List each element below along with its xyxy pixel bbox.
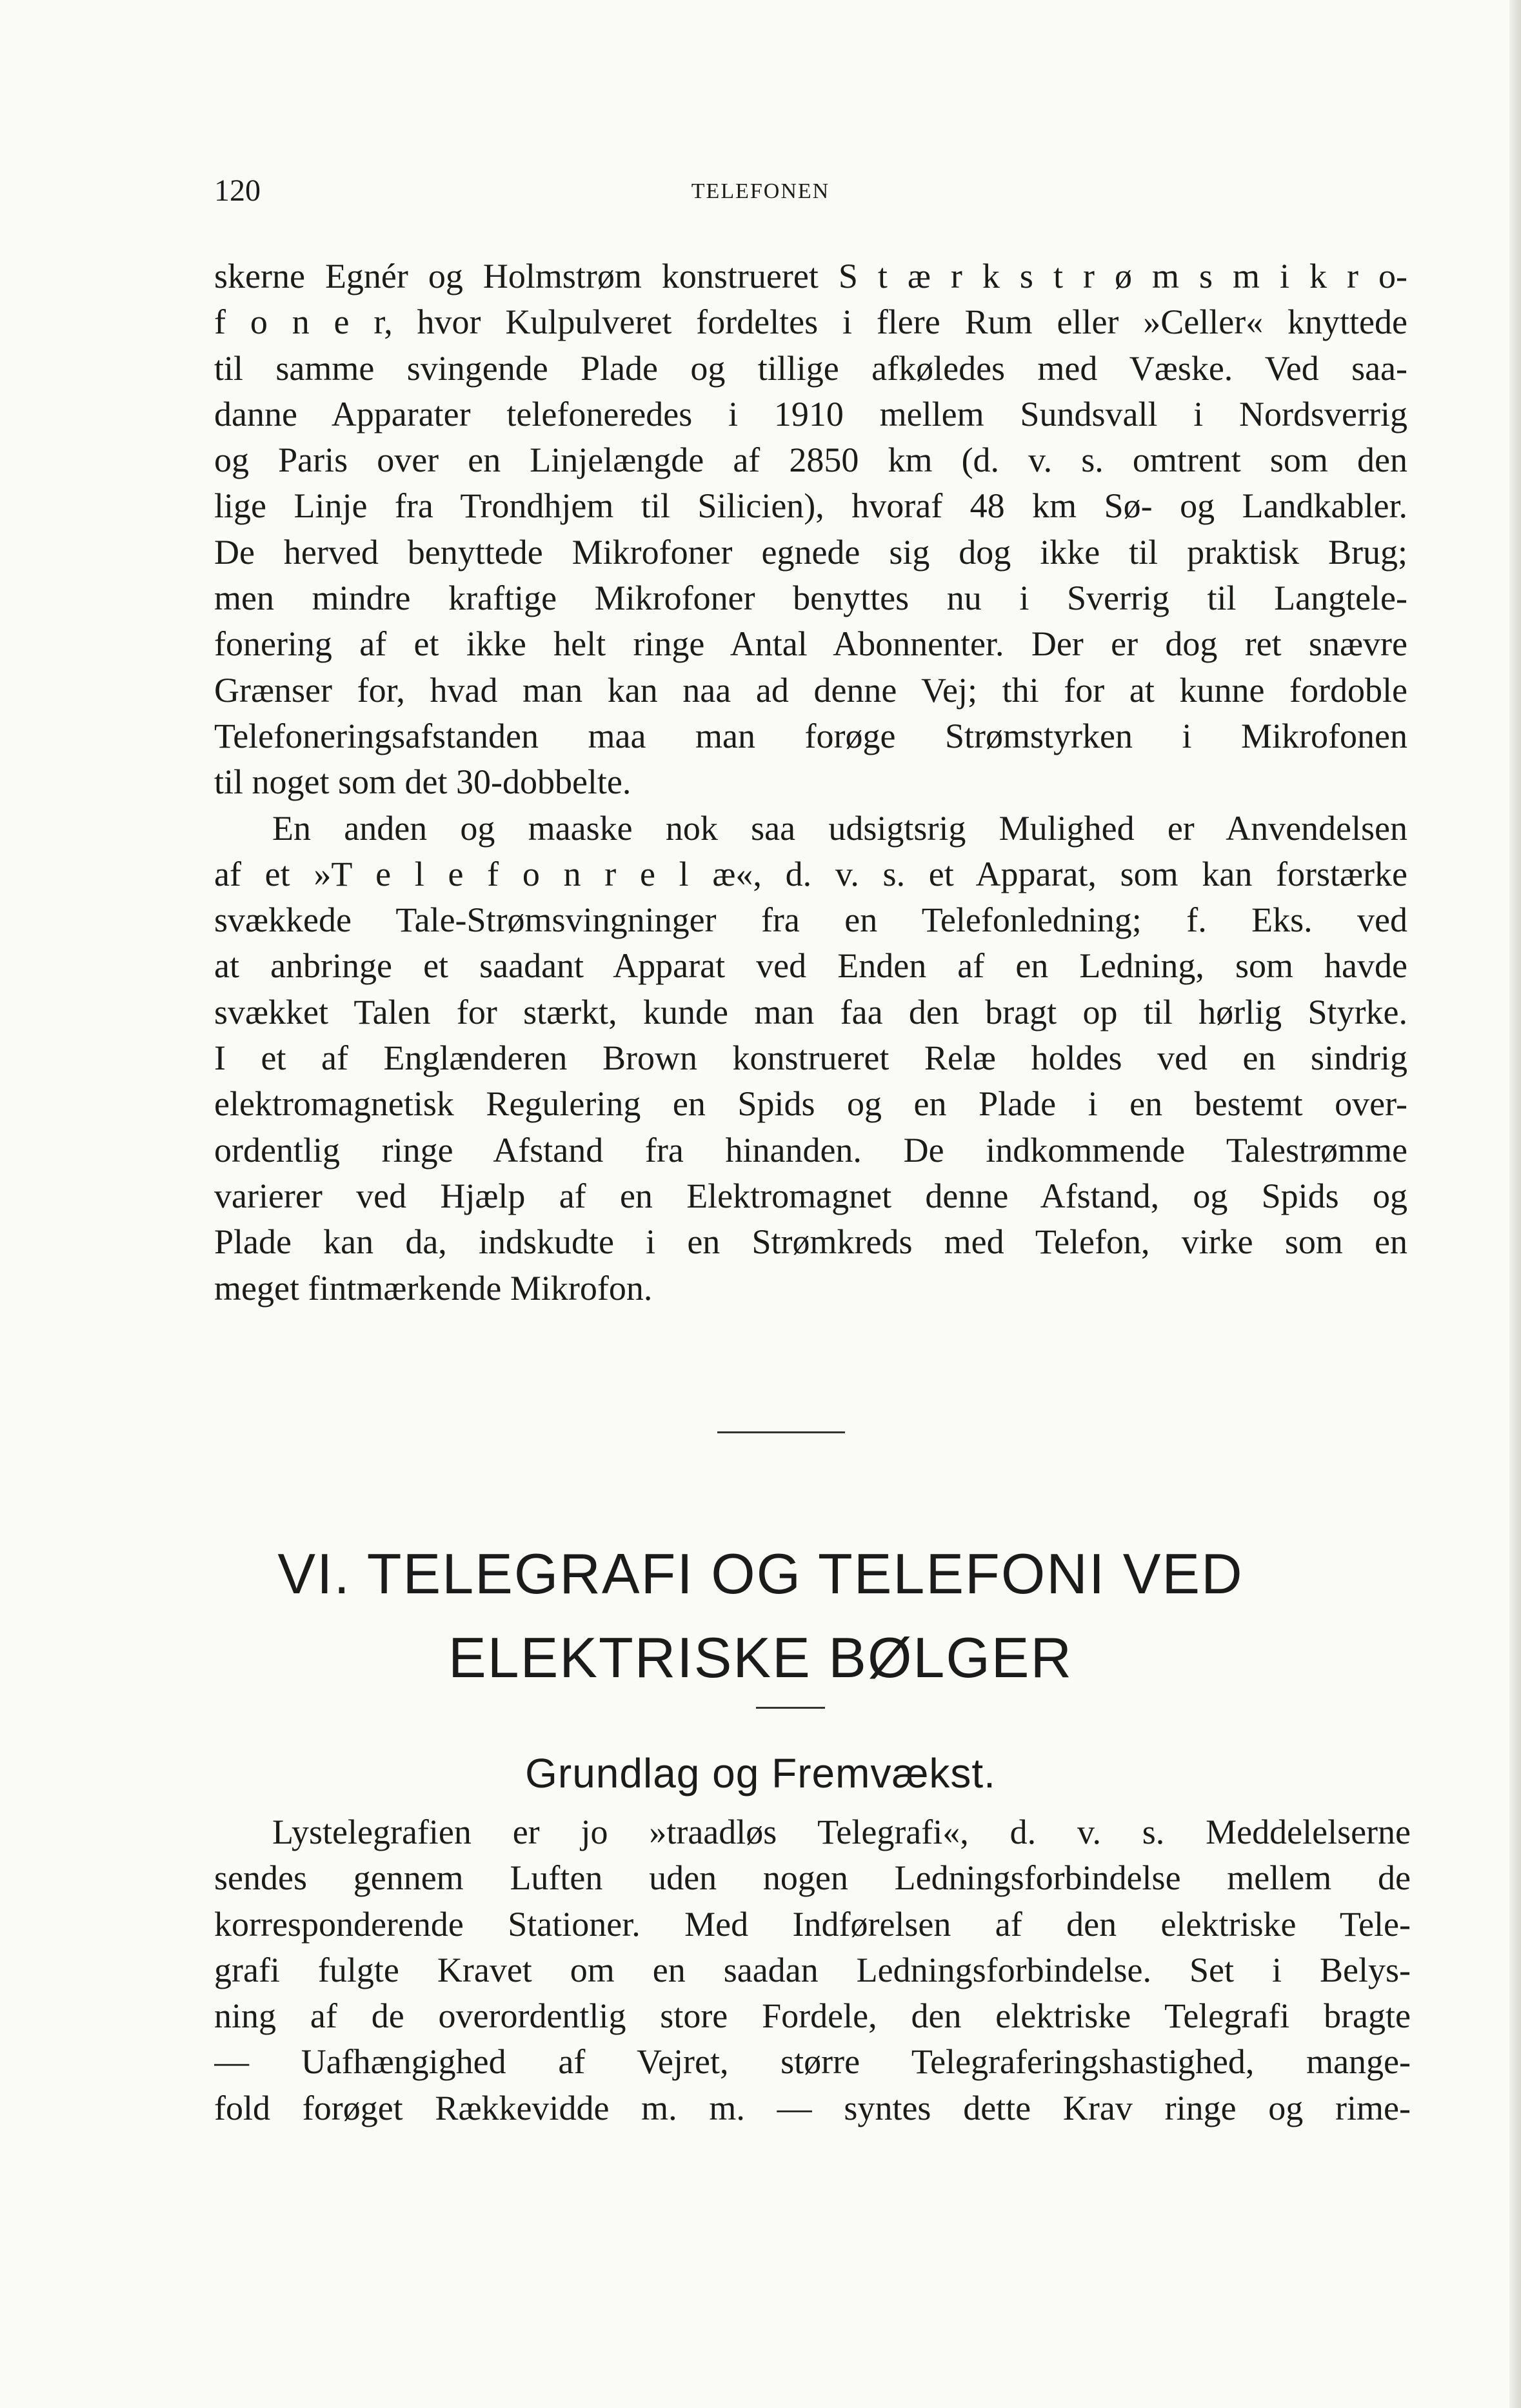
text-line: danne Apparater telefoneredes i 1910 mellem Sundsvall i Nordsverrig: [214, 394, 1407, 433]
text-line: Plade kan da, indskudte i en Strømkreds med Telefon, virke som en: [214, 1222, 1407, 1262]
text-line: fold forøget Rækkevidde m. m. — syntes dette Krav ringe og rime-: [214, 2088, 1411, 2127]
text-line: til noget som det 30-dobbelte.: [214, 762, 631, 802]
text-line: Grænser for, hvad man kan naa ad denne Vej; thi for at kunne fordoble: [214, 670, 1407, 710]
chapter-rule: [756, 1707, 825, 1709]
chapter-title: [0, 1532, 1521, 1700]
body-text-top: [214, 254, 1407, 1311]
text-line: svækket Talen for stærkt, kunde man faa den bragt op til hørlig Styrke.: [214, 992, 1407, 1031]
text-line: I et af Englænderen Brown konstrueret Relæ holdes ved en sindrig: [214, 1039, 1407, 1078]
text-line: af et »T e l e f o n r e l æ«, d. v. s. et Apparat, som kan forstærke: [214, 854, 1407, 893]
text-line: Lystelegrafien er jo »traadløs Telegrafi«, d. v. s. Meddelelserne: [272, 1813, 1411, 1851]
text-line: Telefoneringsafstanden maa man forøge Strømstyrken i Mikrofonen: [214, 716, 1407, 755]
text-line: fonering af et ikke helt ringe Antal Abonnenter. Der er dog ret snævre: [214, 624, 1407, 664]
text-line: svækkede Tale-Strømsvingninger fra en Telefonledning; f. Eks. ved: [214, 901, 1407, 940]
text-line: ning af de overordentlig store Fordele, den elektriske Telegrafi bragte: [214, 1996, 1411, 2036]
text-line: ordentlig ringe Afstand fra hinanden. De indkommende Talestrømme: [214, 1130, 1407, 1169]
text-line: til samme svingende Plade og tillige afkøledes med Væske. Ved saa-: [214, 348, 1407, 388]
text-line: meget fintmærkende Mikrofon.: [214, 1268, 653, 1308]
text-line: f o n e r, hvor Kulpulveret fordeltes i flere Rum eller »Celler« knyttede: [214, 303, 1407, 342]
running-header: TELEFONEN: [691, 179, 830, 203]
section-title: Grundlag og Fremvækst.: [525, 1750, 996, 1796]
text-line: og Paris over en Linjelængde af 2850 km (d. v. s. omtrent som den: [214, 441, 1407, 480]
text-line: grafi fulgte Kravet om en saadan Ledningsforbindelse. Set i Belys-: [214, 1950, 1411, 1989]
text-line: men mindre kraftige Mikrofoner benyttes nu i Sverrig til Langtele-: [214, 579, 1407, 618]
text-line: elektromagnetisk Regulering en Spids og en Plade i en bestemt over-: [214, 1084, 1407, 1124]
text-line: sendes gennem Luften uden nogen Ledningsforbindelse mellem de: [214, 1858, 1411, 1898]
chapter-title-line: ELEKTRISKE BØLGER: [448, 1626, 1073, 1689]
text-line: at anbringe et saadant Apparat ved Enden af en Ledning, som havde: [214, 946, 1407, 986]
text-line: En anden og maaske nok saa udsigtsrig Mulighed er Anvendelsen: [272, 808, 1407, 848]
text-line: skerne Egnér og Holmstrøm konstrueret S t æ r k s t r ø m s m i k r o-: [214, 257, 1407, 295]
text-line: De herved benyttede Mikrofoner egnede sig dog ikke til praktisk Brug;: [214, 532, 1407, 572]
page-number: 120: [214, 174, 261, 208]
chapter-title-line: VI. TELEGRAFI OG TELEFONI VED: [277, 1542, 1244, 1606]
text-line: korresponderende Stationer. Med Indførelsen af den elektriske Tele-: [214, 1904, 1411, 1944]
text-line: varierer ved Hjælp af en Elektromagnet denne Afstand, og Spids og: [214, 1176, 1407, 1215]
text-line: — Uafhængighed af Vejret, større Telegraferingshastighed, mange-: [214, 2042, 1411, 2082]
text-line: lige Linje fra Trondhjem til Silicien), hvoraf 48 km Sø- og Landkabler.: [214, 486, 1407, 526]
section-separator: [717, 1431, 845, 1433]
body-text-bottom: [214, 1809, 1411, 2131]
